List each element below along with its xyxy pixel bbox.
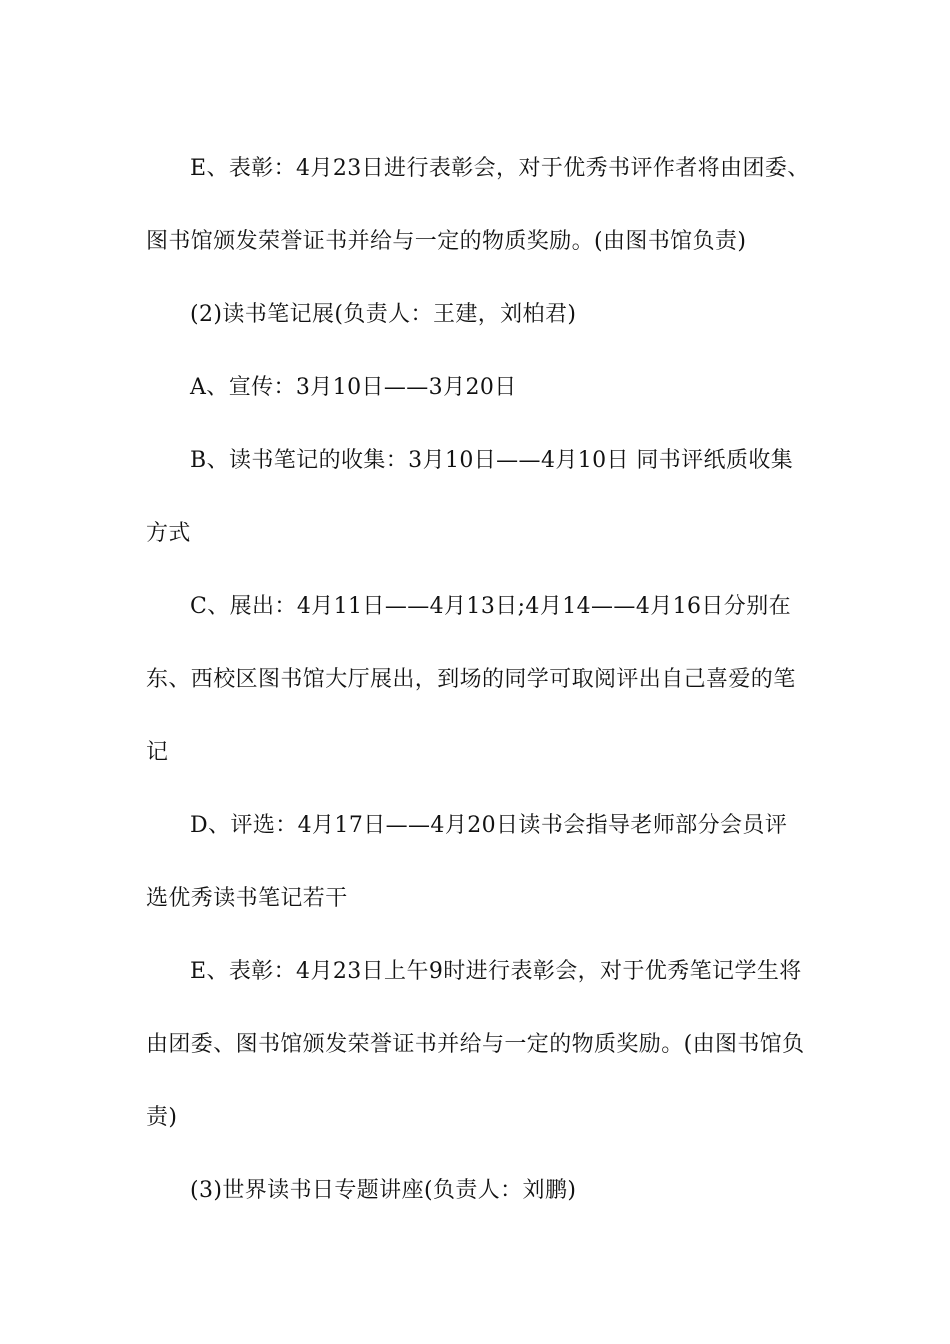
paragraph-award-notes [146,935,810,1154]
paragraph-collection [146,424,810,570]
text-line: 由团委、图书馆颁发荣誉证书并给与一定的物质奖励。(由图书馆负 [146,1032,805,1057]
text-line: A、宣传：3月10日——3月20日 [190,375,517,400]
paragraph-exhibition [146,570,810,789]
paragraph-selection [146,789,810,935]
text-line: (3)世界读书日专题讲座(负责人：刘鹏) [190,1178,577,1203]
paragraph-promotion [146,351,810,424]
text-line: 记 [146,740,169,765]
paragraph-section-notes-exhibit [146,278,810,351]
text-line: 图书馆颁发荣誉证书并给与一定的物质奖励。(由图书馆负责) [146,229,747,254]
text-line: 选优秀读书笔记若干 [146,886,348,911]
text-line: E、表彰：4月23日上午9时进行表彰会，对于优秀笔记学生将 [190,959,802,984]
text-line: E、表彰：4月23日进行表彰会，对于优秀书评作者将由团委、 [190,156,810,181]
text-line: 责) [146,1105,178,1130]
paragraph-section-lecture [146,1154,810,1227]
text-line: B、读书笔记的收集：3月10日——4月10日 同书评纸质收集 [190,448,794,473]
text-line: C、展出：4月11日——4月13日;4月14——4月16日分别在 [190,594,792,619]
document-body [146,132,810,1227]
paragraph-award-review [146,132,810,278]
text-line: (2)读书笔记展(负责人：王建，刘柏君) [190,302,577,327]
text-line: 东、西校区图书馆大厅展出，到场的同学可取阅评出自己喜爱的笔 [146,667,796,692]
text-line: D、评选：4月17日——4月20日读书会指导老师部分会员评 [190,813,788,838]
text-line: 方式 [146,521,191,546]
